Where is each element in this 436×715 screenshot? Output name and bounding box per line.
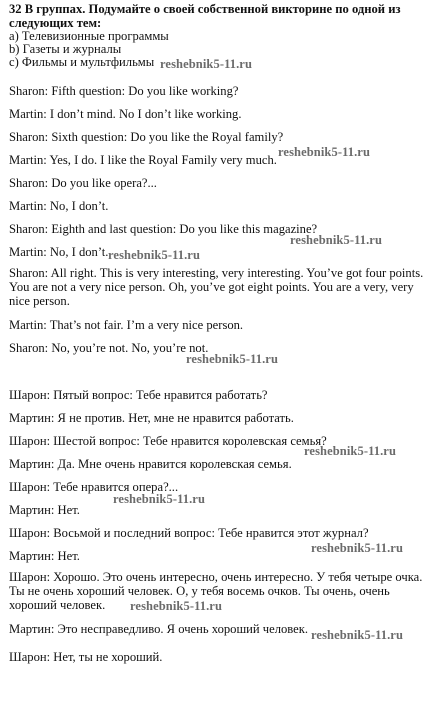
dialogue-line-en: Martin: No, I don’t.: [9, 199, 109, 213]
dialogue-line-ru: Шарон: Восьмой и последний вопрос: Тебе нравится этот журнал?: [9, 526, 369, 540]
dialogue-line-en: Sharon: Eighth and last question: Do you like this magazine?: [9, 222, 318, 236]
dialogue-paragraph-en: Sharon: All right. This is very interesting, very interesting. You’ve got four points. You are not a very nice person. Oh, you’ve got eight points. You are a very, very nice person.: [9, 266, 424, 308]
watermark: reshebnik5-11.ru: [278, 145, 371, 159]
watermark: reshebnik5-11.ru: [311, 541, 404, 555]
watermark: reshebnik5-11.ru: [311, 628, 404, 642]
watermark: reshebnik5-11.ru: [160, 57, 253, 71]
task-title-line-1: 32 В группах. Подумайте о своей собственной викторине по одной из: [9, 2, 401, 16]
dialogue-line-ru: Шарон: Шестой вопрос: Тебе нравится королевская семья?: [9, 434, 327, 448]
dialogue-line-en: Sharon: No, you’re not. No, you’re not.: [9, 341, 209, 355]
dialogue-line-en: Martin: No, I don’t.: [9, 245, 109, 259]
dialogue-line-en: Martin: Yes, I do. I like the Royal Family very much.: [9, 153, 277, 167]
watermark: reshebnik5-11.ru: [186, 352, 279, 366]
dialogue-paragraph-ru: Шарон: Хорошо. Это очень интересно, очень интересно. У тебя четыре очка. Ты не очень хороший человек. О, у тебя восемь очков. Ты очень, очень хороший человек.: [9, 570, 423, 612]
dialogue-line-en: Sharon: Sixth question: Do you like the Royal family?: [9, 130, 284, 144]
task-title-line-2: следующих тем:: [9, 16, 102, 30]
watermark: reshebnik5-11.ru: [108, 248, 201, 262]
dialogue-line-ru: Мартин: Нет.: [9, 549, 80, 563]
topic-c: c) Фильмы и мультфильмы: [9, 55, 155, 69]
dialogue-line-ru: Мартин: Я не против. Нет, мне не нравится работать.: [9, 411, 294, 425]
dialogue-line-en: Martin: That’s not fair. I’m a very nice person.: [9, 318, 244, 332]
topic-b: b) Газеты и журналы: [9, 42, 122, 56]
dialogue-line-en: Sharon: Fifth question: Do you like working?: [9, 84, 239, 98]
dialogue-line-en: Sharon: Do you like opera?...: [9, 176, 157, 190]
watermark: reshebnik5-11.ru: [113, 492, 206, 506]
topic-a: a) Телевизионные программы: [9, 29, 169, 43]
watermark: reshebnik5-11.ru: [130, 599, 223, 613]
dialogue-line-ru: Шарон: Пятый вопрос: Тебе нравится работать?: [9, 388, 268, 402]
watermark: reshebnik5-11.ru: [290, 233, 383, 247]
dialogue-line-ru: Шарон: Нет, ты не хороший.: [9, 650, 163, 664]
dialogue-line-ru: Мартин: Это несправедливо. Я очень хороший человек.: [9, 622, 309, 636]
dialogue-line-en: Martin: I don’t mind. No I don’t like working.: [9, 107, 242, 121]
dialogue-line-ru: Мартин: Нет.: [9, 503, 80, 517]
watermark: reshebnik5-11.ru: [304, 444, 397, 458]
dialogue-line-ru: Шарон: Тебе нравится опера?...: [9, 480, 179, 494]
dialogue-line-ru: Мартин: Да. Мне очень нравится королевская семья.: [9, 457, 292, 471]
